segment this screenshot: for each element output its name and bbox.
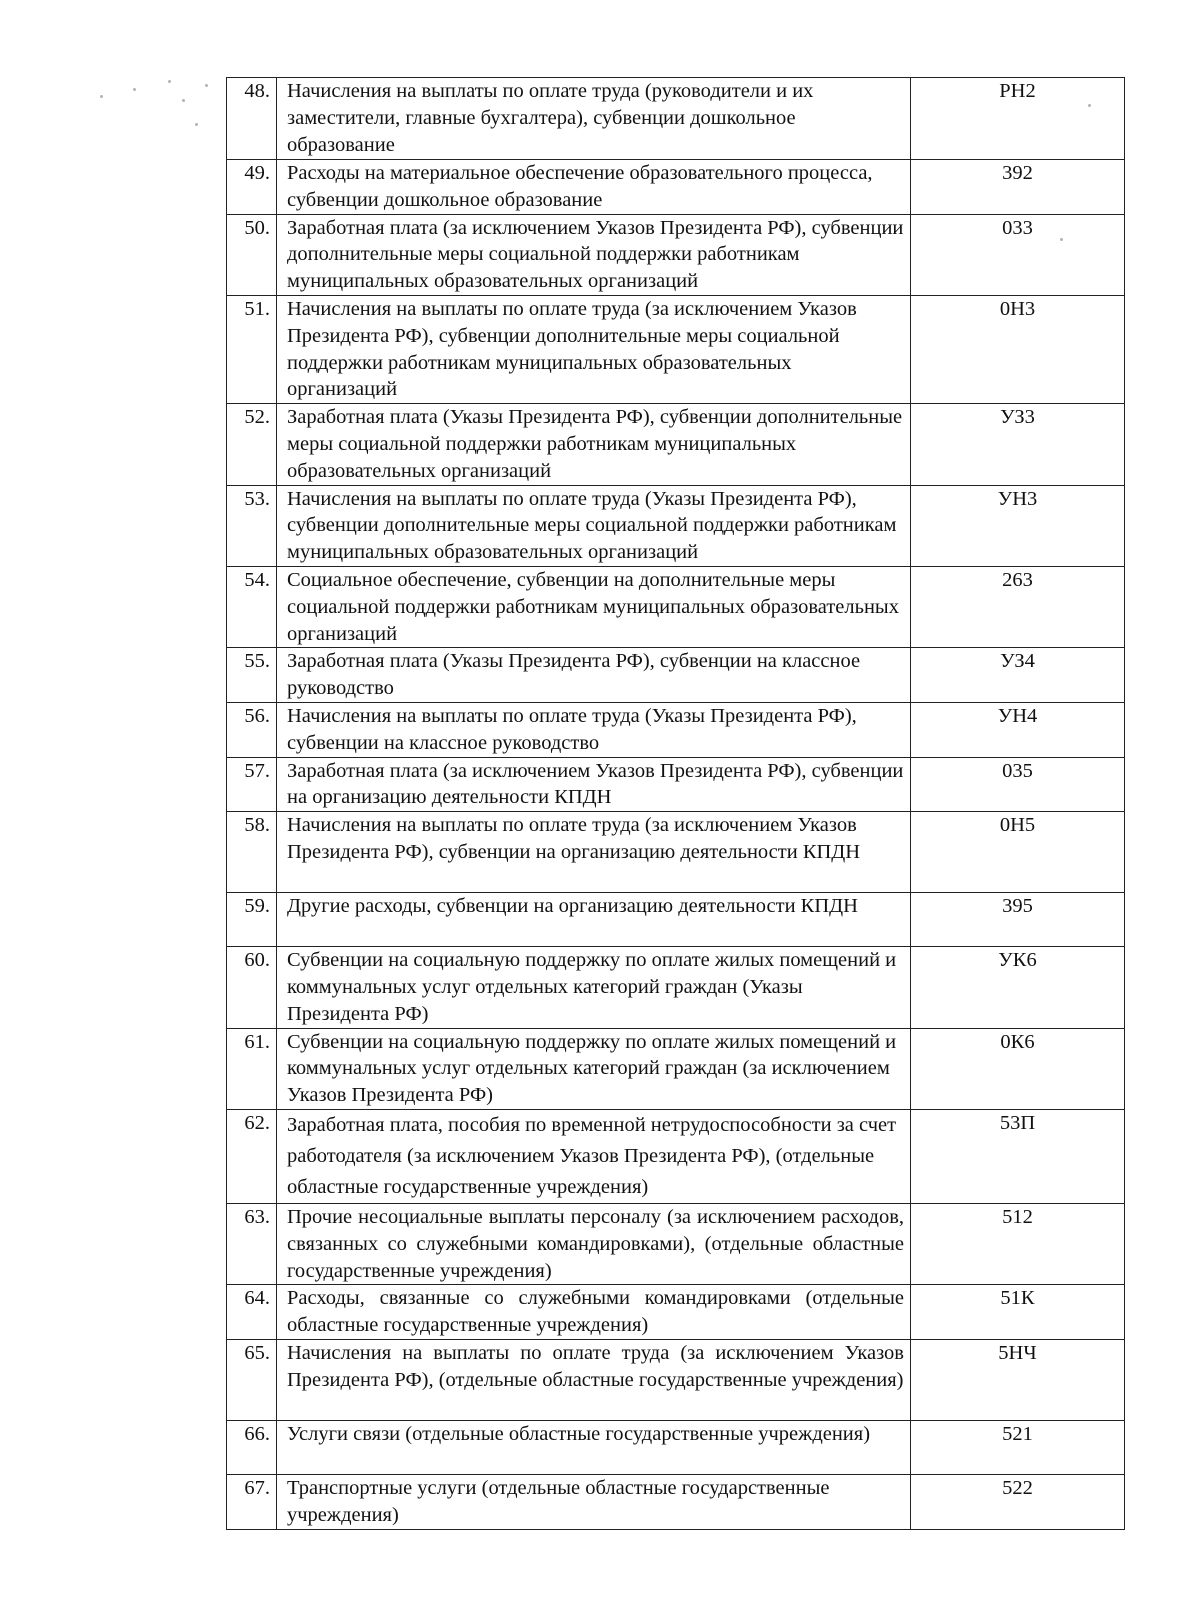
scan-speck <box>195 123 198 126</box>
row-number: 67. <box>227 1475 277 1530</box>
table-row <box>227 1421 1125 1475</box>
row-code: 521 <box>911 1421 1125 1475</box>
row-number: 61. <box>227 1028 277 1109</box>
row-number: 50. <box>227 214 277 295</box>
row-number: 55. <box>227 648 277 703</box>
row-description: Начисления на выплаты по оплате труда (руководители и их заместители, главные бухгалтера), субвенции дошкольное образование <box>277 78 911 160</box>
row-number: 65. <box>227 1340 277 1421</box>
table-row <box>227 648 1125 703</box>
row-code: 522 <box>911 1475 1125 1530</box>
row-description: Прочие несоциальные выплаты персоналу (за исключением расходов, связанных со служебными командировками), (отдельные областные государственные учреждения) <box>277 1203 911 1284</box>
row-code: РН2 <box>911 78 1125 160</box>
table-row <box>227 566 1125 647</box>
table-row <box>227 1203 1125 1284</box>
row-code: 512 <box>911 1203 1125 1284</box>
row-code: 033 <box>911 214 1125 295</box>
table-row <box>227 485 1125 566</box>
row-description: Услуги связи (отдельные областные государственные учреждения) <box>277 1421 911 1475</box>
row-code: УН4 <box>911 702 1125 757</box>
table-row <box>227 1475 1125 1530</box>
row-number: 64. <box>227 1285 277 1340</box>
row-number: 66. <box>227 1421 277 1475</box>
row-code: 53П <box>911 1109 1125 1203</box>
scan-speck <box>182 99 185 102</box>
row-code: 0Н3 <box>911 295 1125 403</box>
row-number: 48. <box>227 78 277 160</box>
row-code: 035 <box>911 757 1125 812</box>
table-row <box>227 812 1125 893</box>
row-code: УЗ3 <box>911 404 1125 485</box>
table-row <box>227 295 1125 403</box>
table-row <box>227 78 1125 160</box>
table-row <box>227 947 1125 1028</box>
row-number: 56. <box>227 702 277 757</box>
row-description: Расходы, связанные со служебными командировками (отдельные областные государственные учреждения) <box>277 1285 911 1340</box>
row-number: 58. <box>227 812 277 893</box>
row-code: 395 <box>911 893 1125 947</box>
row-code: УН3 <box>911 485 1125 566</box>
row-description: Начисления на выплаты по оплате труда (за исключением Указов Президента РФ), субвенции на организацию деятельности КПДН <box>277 812 911 893</box>
row-description: Заработная плата (Указы Президента РФ), субвенции дополнительные меры социальной поддержки работникам муниципальных образовательных организаций <box>277 404 911 485</box>
row-code: 0К6 <box>911 1028 1125 1109</box>
row-number: 53. <box>227 485 277 566</box>
row-description: Социальное обеспечение, субвенции на дополнительные меры социальной поддержки работникам муниципальных образовательных организаций <box>277 566 911 647</box>
table-row <box>227 404 1125 485</box>
table-row <box>227 1340 1125 1421</box>
table-row <box>227 160 1125 215</box>
row-description: Субвенции на социальную поддержку по оплате жилых помещений и коммунальных услуг отдельных категорий граждан (за исключением Указов Президента РФ) <box>277 1028 911 1109</box>
row-number: 54. <box>227 566 277 647</box>
table-row <box>227 1028 1125 1109</box>
row-number: 59. <box>227 893 277 947</box>
row-code: 392 <box>911 160 1125 215</box>
row-description: Заработная плата, пособия по временной нетрудоспособности за счет работодателя (за исключением Указов Президента РФ), (отдельные областные государственные учреждения) <box>277 1109 911 1203</box>
row-description: Заработная плата (Указы Президента РФ), субвенции на классное руководство <box>277 648 911 703</box>
scan-speck <box>168 80 171 83</box>
row-code: УЗ4 <box>911 648 1125 703</box>
row-description: Субвенции на социальную поддержку по оплате жилых помещений и коммунальных услуг отдельных категорий граждан (Указы Президента РФ) <box>277 947 911 1028</box>
table-row <box>227 702 1125 757</box>
row-number: 63. <box>227 1203 277 1284</box>
table-row <box>227 1285 1125 1340</box>
table-row <box>227 893 1125 947</box>
row-description: Начисления на выплаты по оплате труда (за исключением Указов Президента РФ), субвенции дополнительные меры социальной поддержки работникам муниципальных образовательных организаций <box>277 295 911 403</box>
row-code: 51К <box>911 1285 1125 1340</box>
row-description: Начисления на выплаты по оплате труда (Указы Президента РФ), субвенции на классное руководство <box>277 702 911 757</box>
table-row <box>227 214 1125 295</box>
row-description: Заработная плата (за исключением Указов Президента РФ), субвенции дополнительные меры социальной поддержки работникам муниципальных образовательных организаций <box>277 214 911 295</box>
row-code: 5НЧ <box>911 1340 1125 1421</box>
row-code: 263 <box>911 566 1125 647</box>
row-number: 51. <box>227 295 277 403</box>
table-row <box>227 757 1125 812</box>
scan-speck <box>205 84 208 87</box>
table-row <box>227 1109 1125 1203</box>
row-description: Транспортные услуги (отдельные областные государственные учреждения) <box>277 1475 911 1530</box>
row-description: Расходы на материальное обеспечение образовательного процесса, субвенции дошкольное образование <box>277 160 911 215</box>
row-number: 57. <box>227 757 277 812</box>
row-description: Другие расходы, субвенции на организацию деятельности КПДН <box>277 893 911 947</box>
row-description: Начисления на выплаты по оплате труда (за исключением Указов Президента РФ), (отдельные областные государственные учреждения) <box>277 1340 911 1421</box>
row-number: 52. <box>227 404 277 485</box>
scan-speck <box>133 88 136 91</box>
row-number: 60. <box>227 947 277 1028</box>
codes-table <box>226 77 1125 1530</box>
row-code: 0Н5 <box>911 812 1125 893</box>
scan-speck <box>100 95 103 98</box>
row-number: 49. <box>227 160 277 215</box>
row-description: Заработная плата (за исключением Указов Президента РФ), субвенции на организацию деятельности КПДН <box>277 757 911 812</box>
row-number: 62. <box>227 1109 277 1203</box>
row-code: УК6 <box>911 947 1125 1028</box>
row-description: Начисления на выплаты по оплате труда (Указы Президента РФ), субвенции дополнительные меры социальной поддержки работникам муниципальных образовательных организаций <box>277 485 911 566</box>
